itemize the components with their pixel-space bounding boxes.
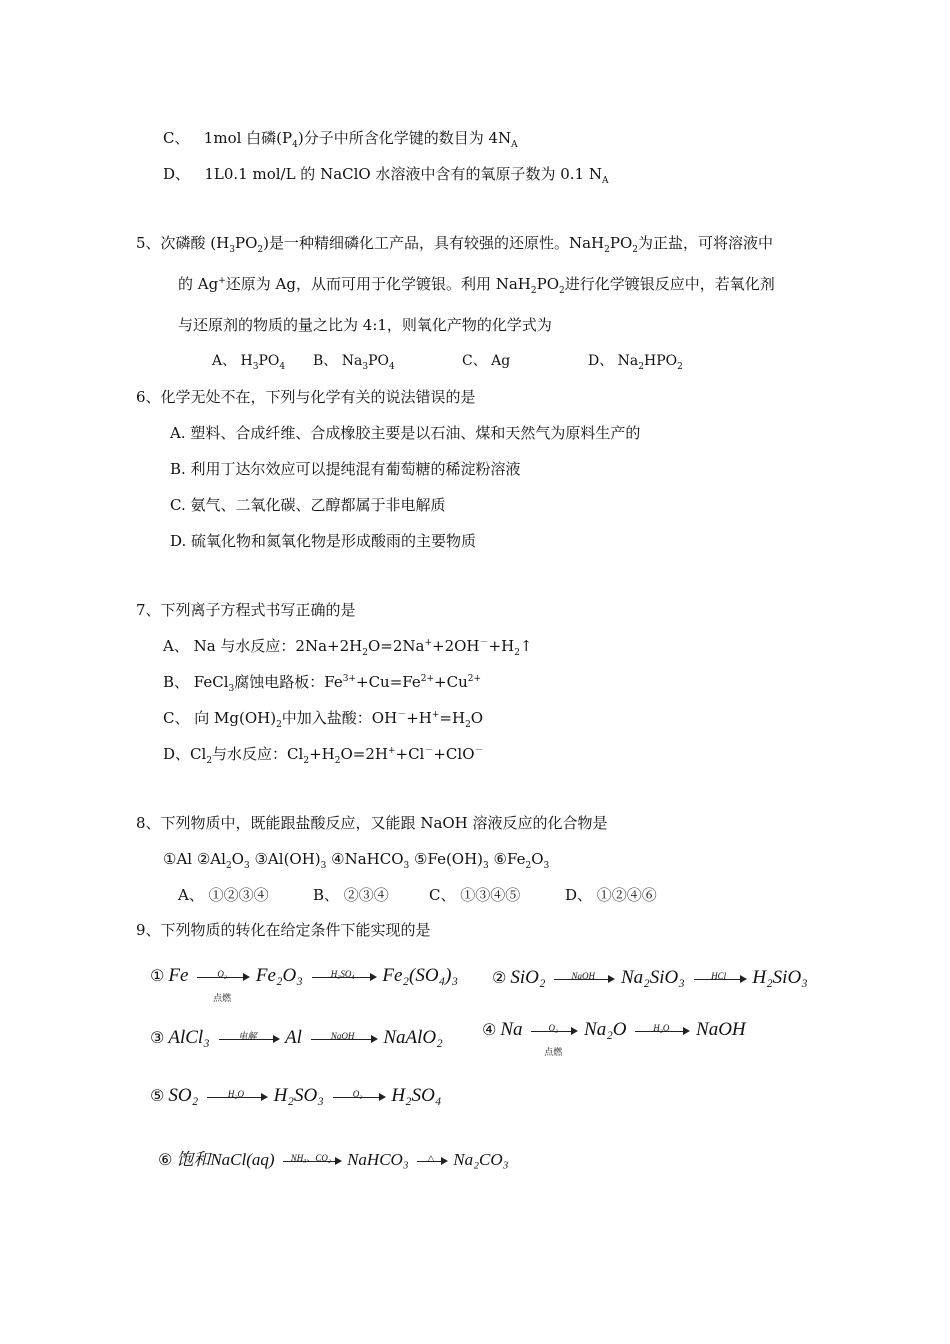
q9-path-5: ⑤ SO₂ H₂O H₂SO₃ O₂ H₂SO₄ [150,1085,442,1106]
q5-stem-line2: 的 Ag+还原为 Ag，从而可用于化学镀银。利用 $NaH_2PO_2$进行化学镀银反应中，若氧化剂 [178,275,775,296]
q5-option-a: A、 $H_3PO_4$ [212,353,286,372]
q7-option-c: C、 向 $Mg(OH)_2$中加入盐酸：$OH^-+H^+=H_2O$ [163,709,484,730]
q5-stem-line1: 5、次磷酸 $(H_3PO_2)$是一种精细磷化工产品，具有较强的还原性。$NaH_2PO_2$为正盐，可将溶液中 [136,234,773,255]
q5-option-b: B、 $Na_3PO_4$ [313,353,395,372]
q6-option-a: A. 塑料、合成纤维、合成橡胶主要是以石油、煤和天然气为原料生产的 [170,424,641,442]
q8-option-c: C、 ①③④⑤ [429,886,521,904]
q6-option-c: C. 氨气、二氧化碳、乙醇都属于非电解质 [170,496,446,514]
q8-option-d: D、 ①②④⑥ [565,886,657,904]
q5-stem-line3: 与还原剂的物质的量之比为 4:1，则氧化产物的化学式为 [178,316,552,334]
q4-option-d: D、 1L0.1 mol/L 的 NaClO 水溶液中含有的氧原子数为 0.1 $N_A$ [163,165,609,186]
q7-option-a: A、 Na 与水反应：$2Na+2H_2O=2Na^++2OH^-+H_2↑$ [163,637,533,658]
q9-stem: 9、下列物质的转化在给定条件下能实现的是 [136,921,431,939]
q8-stem: 8、下列物质中，既能跟盐酸反应，又能跟 NaOH 溶液反应的化合物是 [136,814,608,832]
q6-option-d: D. 硫氧化物和氮氧化物是形成酸雨的主要物质 [170,532,477,550]
q5-option-d: D、 $Na_2HPO_2$ [588,353,683,372]
q7-option-d: D、$Cl_2$与水反应：$Cl_2+H_2O=2H^++Cl^-+ClO^-$ [163,745,484,766]
q4-option-c: C、 1mol 白磷$(P_4)$分子中所含化学键的数目为 $4N_A$ [163,129,518,150]
q8-items: ①Al $②Al_2O_3$ $③Al(OH)_3$ ④NaHCO$_3$ $⑤Fe(OH)_3$ $⑥Fe_2O_3$ [163,850,550,871]
q9-path-6: ⑥ 饱和NaCl(aq) NH₃、CO₂ NaHCO₃ △ Na₂CO₃ [158,1150,509,1169]
q6-option-b: B. 利用丁达尔效应可以提纯混有葡萄糖的稀淀粉溶液 [170,460,521,478]
q9-path-1: ① Fe O₂ 点燃 Fe₂O₃ H₂SO₄ Fe₂(SO₄)₃ [150,965,459,1003]
q8-option-b: B、 ②③④ [313,886,389,904]
q9-path-4: ④ Na O₂ 点燃 Na₂O H₂O NaOH [482,1019,746,1057]
q6-stem: 6、化学无处不在，下列与化学有关的说法错误的是 [136,388,476,406]
q5-option-c: C、 Ag [462,353,511,369]
q7-stem: 7、下列离子方程式书写正确的是 [136,601,356,619]
q7-option-b: B、 FeCl$_3$腐蚀电路板：$Fe^{3+}+Cu=Fe^{2+}+Cu^{2+}$ [163,673,482,694]
q9-path-3: ③ AlCl₃ 电解 Al NaOH NaAlO₂ [150,1027,443,1048]
q8-option-a: A、 ①②③④ [178,886,269,904]
q9-path-2: ② SiO₂ NaOH Na₂SiO₃ HCl H₂SiO₃ [492,967,808,988]
